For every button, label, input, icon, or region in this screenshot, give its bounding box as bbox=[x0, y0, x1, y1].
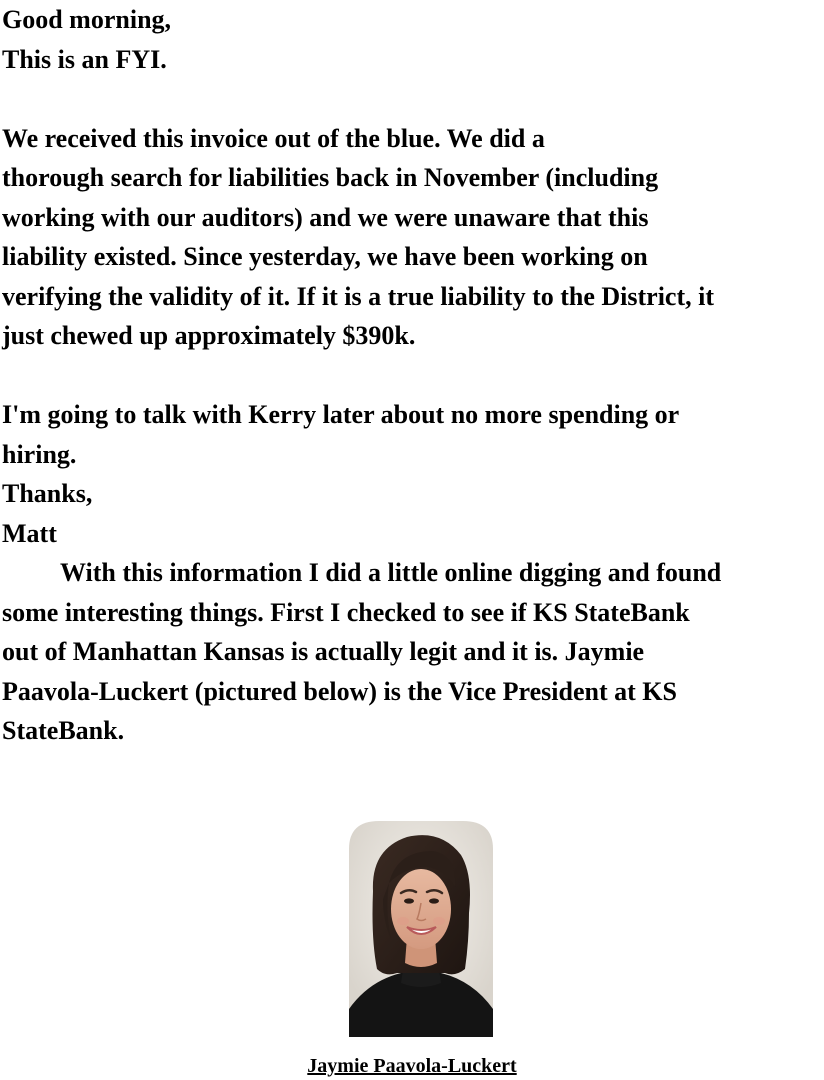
narrative-line: some interesting things. First I checked to see if KS StateBank bbox=[2, 597, 690, 627]
email-body-line: We received this invoice out of the blue. We did a bbox=[2, 123, 545, 153]
email-greeting: Good morning, bbox=[2, 5, 172, 34]
paragraph-spacer bbox=[2, 356, 824, 396]
email-body-line: liability existed. Since yesterday, we have been working on bbox=[2, 242, 648, 271]
narrative-line: out of Manhattan Kansas is actually legit and it is. Jaymie bbox=[2, 637, 645, 666]
email-body-line: thorough search for liabilities back in November (including bbox=[2, 163, 659, 192]
email-fyi-line: This is an FYI. bbox=[2, 44, 167, 74]
email-signature: Matt bbox=[2, 518, 57, 548]
email-body-line: just chewed up approximately $390k. bbox=[2, 321, 416, 350]
paragraph-spacer bbox=[2, 79, 824, 119]
narrative-line: StateBank. bbox=[2, 716, 125, 745]
portrait-image bbox=[349, 821, 493, 1037]
document-page bbox=[2, 0, 824, 751]
narrative-line: With this information I did a little online digging and found bbox=[60, 558, 722, 587]
narrative-line: Paavola-Luckert (pictured below) is the Vice President at KS bbox=[2, 676, 677, 706]
email-followup-line: hiring. bbox=[2, 439, 77, 469]
portrait-photo bbox=[349, 821, 493, 1037]
photo-caption: Jaymie Paavola-Luckert bbox=[307, 1055, 517, 1077]
email-followup-line: I'm going to talk with Kerry later about no more spending or bbox=[2, 400, 680, 429]
email-signoff: Thanks, bbox=[2, 479, 93, 508]
email-body-line: verifying the validity of it. If it is a true liability to the District, it bbox=[2, 281, 715, 311]
email-body-line: working with our auditors) and we were unaware that this bbox=[2, 202, 649, 232]
